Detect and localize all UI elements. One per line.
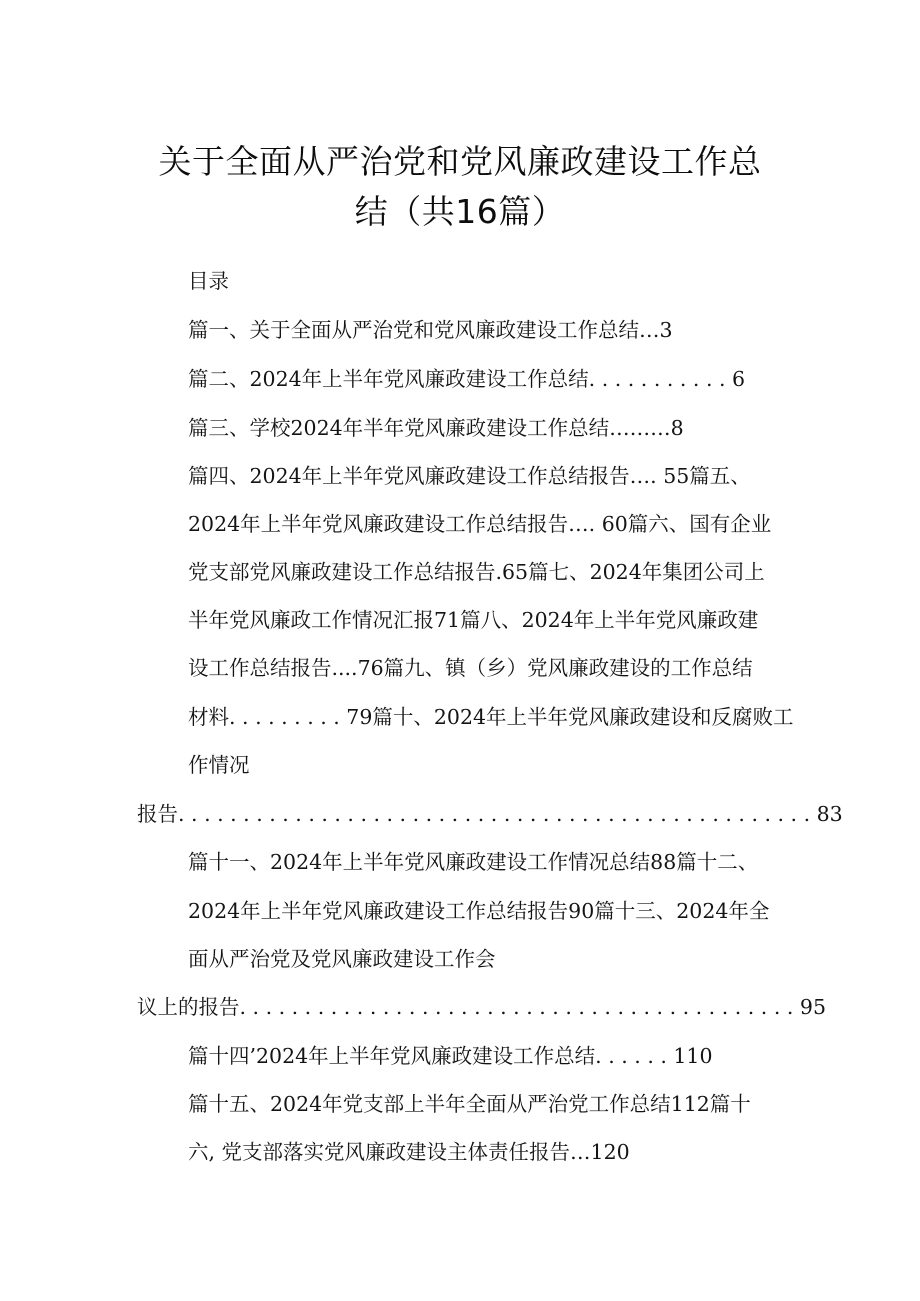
toc-line: 篇四、2024年上半年党风廉政建设工作总结报告…. 55篇五、: [188, 464, 751, 488]
toc-line: 面从严治党及党风廉政建设工作会: [188, 947, 496, 971]
toc-line: 议上的报告. . . . . . . . . . . . . . . . . . . . . . . . . . . . . . . . . . . . . . . . . . . 95: [137, 995, 826, 1019]
toc-heading: 目录: [188, 269, 229, 293]
toc-line: 六, 党支部落实党风廉政建设主体责任报告…120: [188, 1140, 630, 1164]
toc-line: 报告. . . . . . . . . . . . . . . . . . . . . . . . . . . . . . . . . . . . . . . . . . . . . . . . . 83: [137, 802, 843, 826]
toc-line: 设工作总结报告....76篇九、镇（乡）党风廉政建设的工作总结: [188, 656, 753, 680]
toc-line: 篇十四’2024年上半年党风廉政建设工作总结. . . . . . 110: [188, 1044, 713, 1068]
toc-line: 2024年上半年党风廉政建设工作总结报告…. 60篇六、国有企业: [188, 512, 772, 536]
toc-line: 篇十一、2024年上半年党风廉政建设工作情况总结88篇十二、: [188, 850, 759, 874]
document-title-line-2: 结（共16篇）: [354, 192, 566, 231]
toc-line: 篇二、2024年上半年党风廉政建设工作总结. . . . . . . . . . . 6: [188, 367, 746, 391]
toc-line: 篇十五、2024年党支部上半年全面从严治党工作总结112篇十: [188, 1092, 751, 1116]
toc-line: 半年党风廉政工作情况汇报71篇八、2024年上半年党风廉政建: [188, 608, 759, 632]
toc-line: 篇三、学校2024年半年党风廉政建设工作总结………8: [188, 416, 684, 440]
toc-line: 党支部党风廉政建设工作总结报告.65篇七、2024年集团公司上: [188, 560, 765, 584]
toc-line: 篇一、关于全面从严治党和党风廉政建设工作总结…3: [188, 318, 673, 342]
toc-line: 2024年上半年党风廉政建设工作总结报告90篇十三、2024年全: [188, 899, 770, 923]
toc-line: 作情况: [188, 753, 250, 777]
toc-line: 材料. . . . . . . . . 79篇十、2024年上半年党风廉政建设和反腐败工: [188, 705, 794, 729]
document-title-line-1: 关于全面从严治党和党风廉政建设工作总: [158, 142, 762, 181]
